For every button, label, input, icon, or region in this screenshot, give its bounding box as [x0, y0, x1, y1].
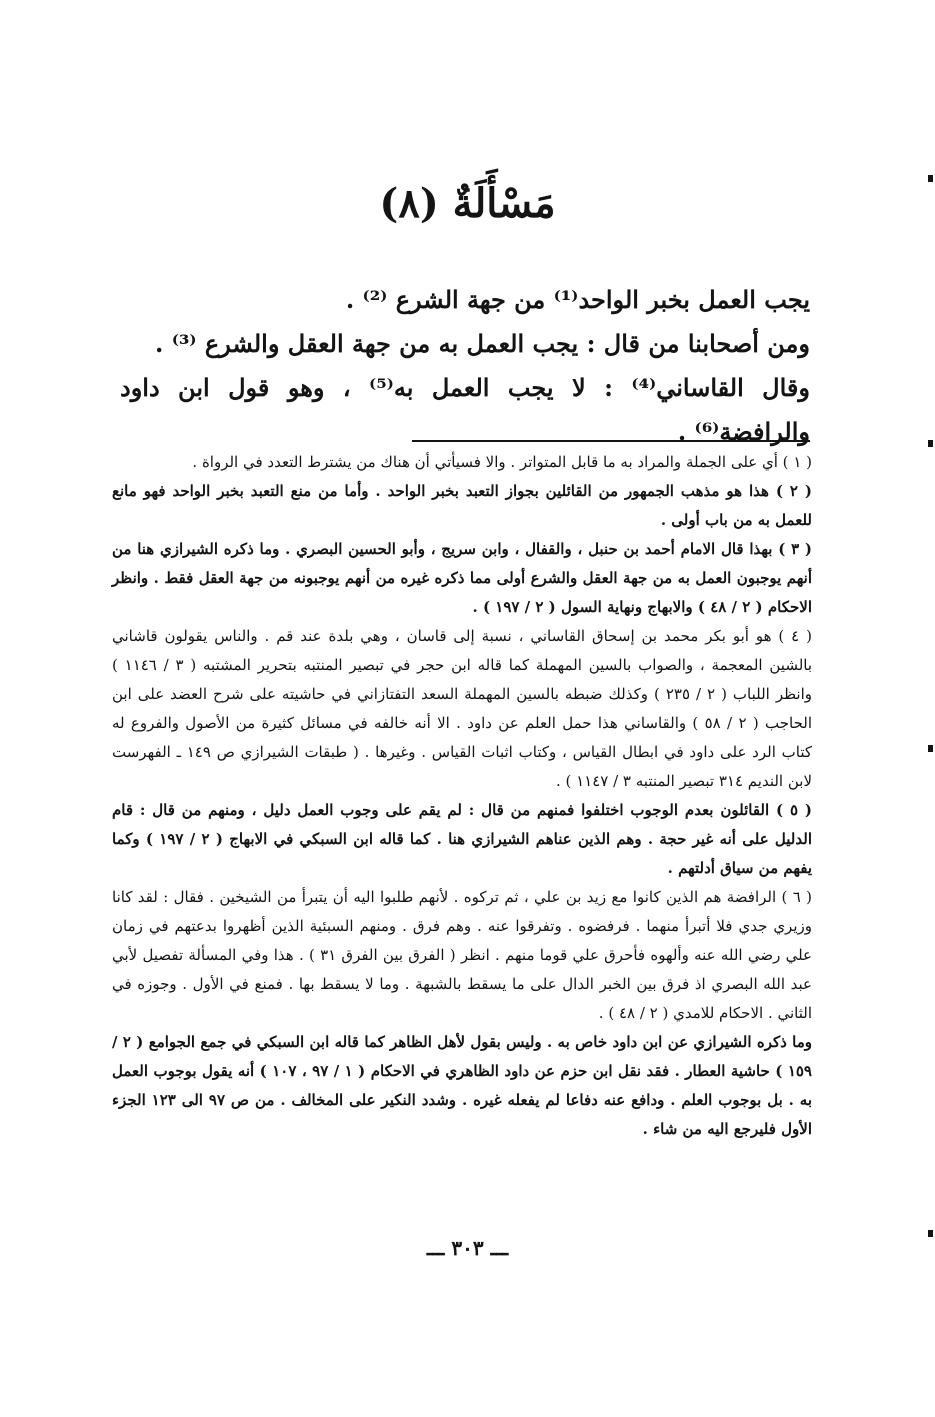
- footnote-continuation: وما ذكره الشيرازي عن ابن داود خاص به . وليس بقول لأهل الظاهر كما قاله ابن السبكي في جمع الجوامع ( ٢ / ١٥٩ ) حاشية العطار . فقد نقل ابن حزم عن داود الظاهري في الاحكام ( ١ / ٩٧ ، ١٠٧ ) أنه يقول بوجوب العمل به . بل بوجوب العلم . ودافع عنه دفاعا لم يفعله غيره . وشدد النكير على المخالف . من ص ٩٧ الى ١٢٣ الجزء الأول فليرجع اليه من شاء .: [112, 1033, 813, 1138]
- footnote-5: ( ٥ ) القائلون بعدم الوجوب اختلفوا فمنهم من قال : لم يقم على وجوب العمل دليل ، ومنهم من قال : قام الدليل على أنه غير حجة . وهم الذين عناهم الشيرازي هنا . كما قاله ابن السبكي في الابهاج ( ٢ / ١٩٧ ) وكما يفهم من سياق أدلتهم .: [112, 801, 812, 877]
- footnote-1: ( ١ ) أي على الجملة والمراد به ما قابل المتواتر . والا فسيأتي أن هناك من يشترط التعدد في الرواة .: [192, 453, 812, 471]
- main-line-1: يجب العمل بخبر الواحد⁽¹⁾ من جهة الشرع ⁽²⁾ .: [345, 285, 810, 314]
- main-line-3: وقال القاساني⁽⁴⁾ : لا يجب العمل به⁽⁵⁾ ، وهو قول ابن داود والرافضة⁽⁶⁾ .: [120, 373, 810, 446]
- issue-heading: مَسْأَلَةٌ (٨): [379, 180, 556, 227]
- footnotes: [112, 448, 812, 1144]
- footnote-4: ( ٤ ) هو أبو بكر محمد بن إسحاق القاساني ، نسبة إلى قاسان ، وهي بلدة عند قم . والناس يقولون قاشاني بالشين المعجمة ، والصواب بالسين المهملة كما قاله ابن حجر في تبصير المنتبه بتحرير المشتبه ( ٣ / ١١٤٦ ) وانظر اللباب ( ٢ / ٢٣٥ ) وكذلك ضبطه بالسين المهملة السعد التفتازاني في حاشيته على شرح العضد على ابن الحاجب ( ٢ / ٥٨ ) والقاساني هذا حمل العلم عن داود . الا أنه خالفه في مسائل كثيرة من الأصول والفروع له كتاب الرد على داود في ابطال القياس ، وكتاب اثبات القياس . وغيرها . ( طبقات الشيرازي ص ١٤٩ ـ الفهرست لابن النديم ٣١٤ تبصير المنتبه ٣ / ١١٤٧ ) .: [112, 627, 813, 790]
- footnote-separator: [412, 440, 810, 442]
- main-text: [120, 278, 810, 454]
- page-number: ـــ ٣٠٣ ـــ: [426, 1236, 509, 1260]
- footnote-6: ( ٦ ) الرافضة هم الذين كانوا مع زيد بن علي ، ثم تركوه . لأنهم طلبوا اليه أن يتبرأ من الشيخين . فقال : لقد كانا وزيري جدي فلا أتبرأ منهما . فرفضوه . وتفرقوا عنه . وهم فرق . ومنهم السبئية الذين أظهروا بدعتهم في زمان علي رضي الله عنه وألهوه فأحرق علي قوما منهم . انظر ( الفرق بين الفرق ٣١ ) . هذا وفي المسألة تفصيل لأبي عبد الله البصري اذ فرق بين الخبر الدال على ما يسقط بالشبهة . وما لا يسقط بها . فمنع في الأول . وجوزه في الثاني . الاحكام للامدي ( ٢ / ٤٨ ) .: [112, 888, 813, 1022]
- main-line-2: ومن أصحابنا من قال : يجب العمل به من جهة العقل والشرع ⁽³⁾ .: [155, 329, 810, 358]
- margin-mark: [928, 1230, 933, 1237]
- margin-mark: [928, 745, 933, 752]
- footnote-3: ( ٣ ) بهذا قال الامام أحمد بن حنبل ، والقفال ، وابن سريج ، وأبو الحسين البصري . وما ذكره الشيرازي هنا من أنهم يوجبون العمل به من جهة العقل والشرع أولى مما ذكره غيره من أنهم يوجبونه من جهة العقل فقط . وانظر الاحكام ( ٢ / ٤٨ ) والابهاج ونهاية السول ( ٢ / ١٩٧ ) .: [112, 540, 812, 616]
- margin-mark: [928, 440, 933, 447]
- footnote-2: ( ٢ ) هذا هو مذهب الجمهور من القائلين بجواز التعبد بخبر الواحد . وأما من منع التعبد بخبر الواحد فهو مانع للعمل به من باب أولى .: [112, 482, 812, 529]
- margin-mark: [928, 175, 933, 182]
